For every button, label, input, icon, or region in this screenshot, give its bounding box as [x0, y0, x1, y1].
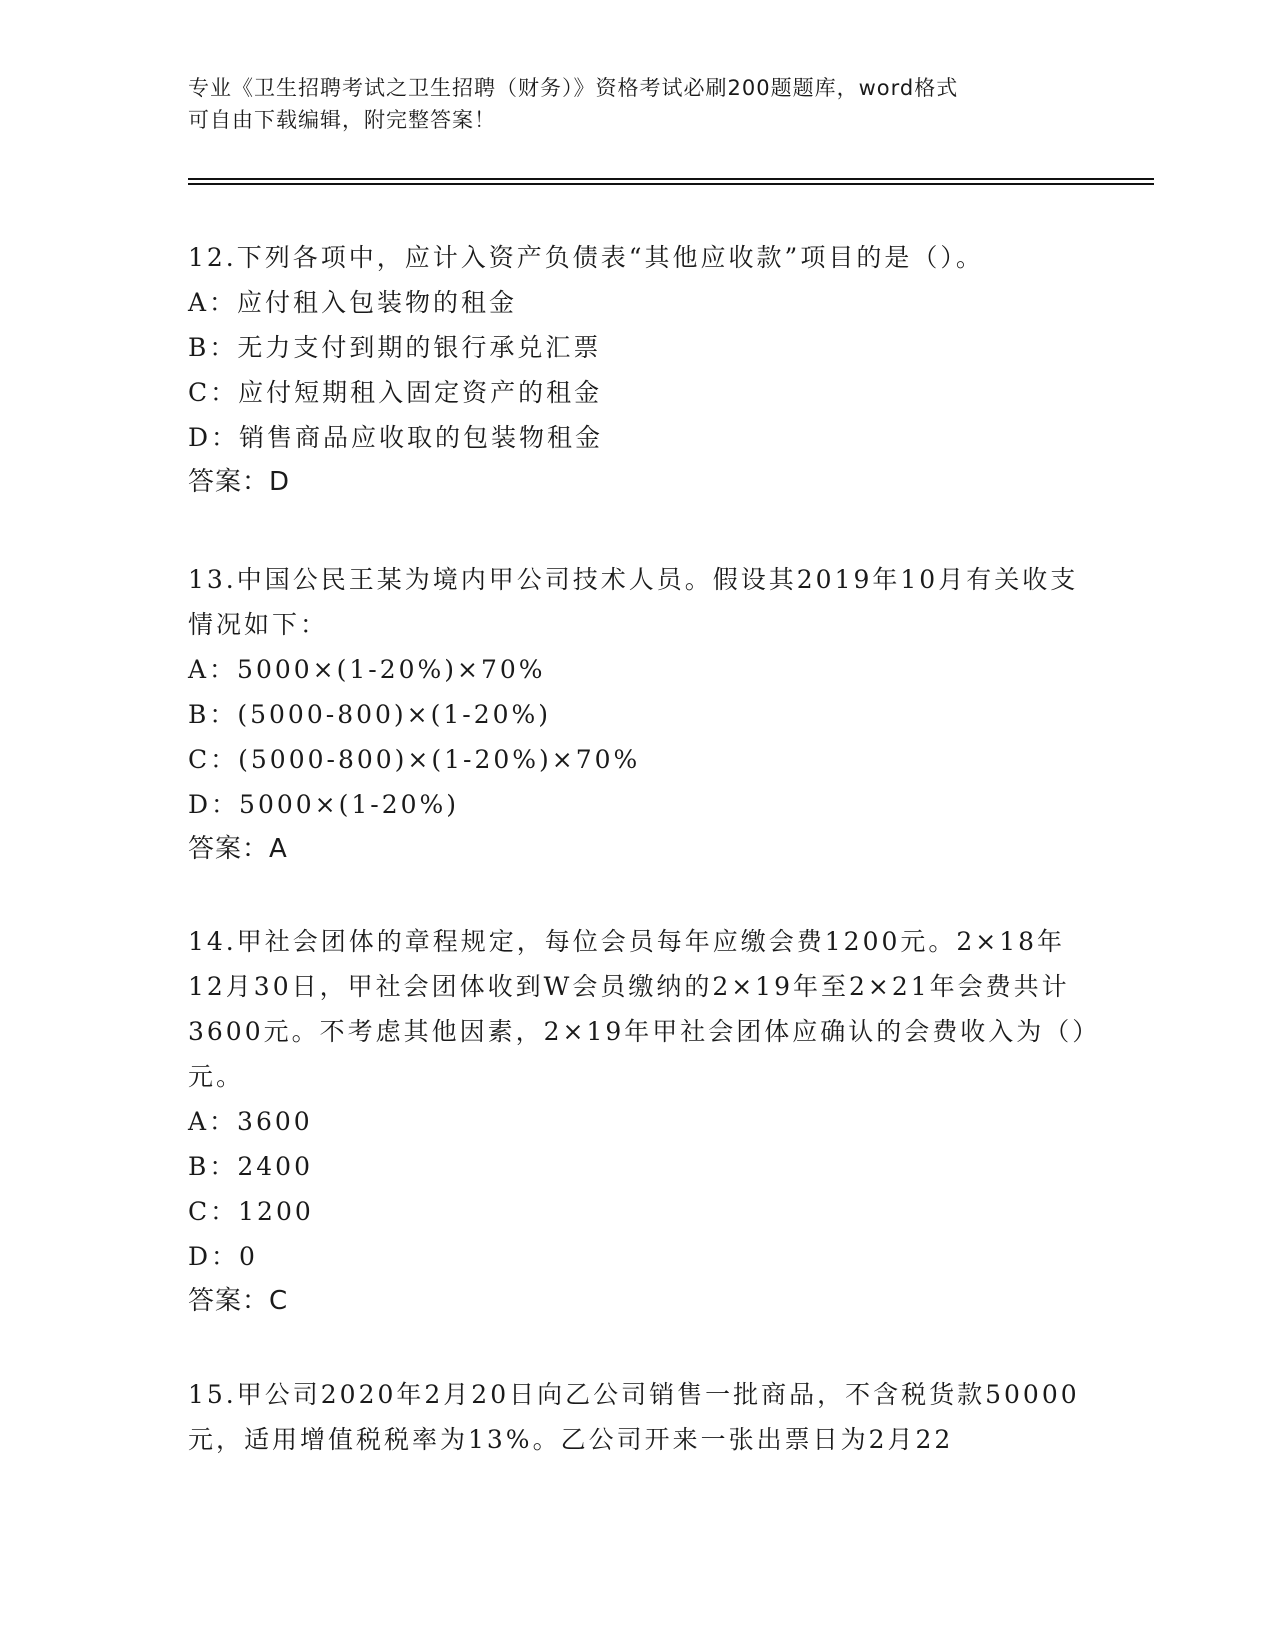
option-d: D：销售商品应收取的包装物租金 [188, 423, 604, 452]
question-14 [188, 919, 1088, 1324]
option-d: D：5000×(1-20%) [188, 790, 460, 819]
question-12 [188, 235, 1088, 505]
question-13 [188, 557, 1088, 872]
option-d: D：0 [188, 1242, 258, 1271]
option-a: A：5000×(1-20%)×70% [188, 655, 546, 684]
option-c: C：1200 [188, 1197, 314, 1226]
option-c: C：应付短期租入固定资产的租金 [188, 378, 603, 407]
option-a: A：3600 [188, 1107, 313, 1136]
question-text: 13.中国公民王某为境内甲公司技术人员。假设其2019年10月有关收支情况如下： [188, 565, 1079, 639]
question-15 [188, 1372, 1088, 1462]
header-line-1: 专业《卫生招聘考试之卫生招聘（财务）》资格考试必刷200题题库，word格式 [188, 76, 959, 100]
option-b: B：2400 [188, 1152, 313, 1181]
question-text: 15.甲公司2020年2月20日向乙公司销售一批商品，不含税货款50000元，适用增值税税率为13%。乙公司开来一张出票日为2月22 [188, 1380, 1080, 1454]
option-b: B：无力支付到期的银行承兑汇票 [188, 333, 602, 362]
question-text: 12.下列各项中，应计入资产负债表“其他应收款”项目的是（）。 [188, 243, 984, 272]
header-divider-bottom [188, 183, 1154, 185]
question-text: 14.甲社会团体的章程规定，每位会员每年应缴会费1200元。2×18年12月30日，甲社会团体收到W会员缴纳的2×19年至2×21年会费共计3600元。不考虑其他因素，2×19年甲社会团体应确认的会费收入为（）元。 [188, 927, 1088, 1091]
option-c: C：(5000-800)×(1-20%)×70% [188, 745, 641, 774]
option-b: B：(5000-800)×(1-20%) [188, 700, 552, 729]
option-a: A：应付租入包装物的租金 [188, 288, 518, 317]
header-divider-top [188, 178, 1154, 180]
answer-label: 答案：A [188, 834, 288, 864]
document-header [188, 72, 1088, 136]
answer-label: 答案：D [188, 467, 291, 497]
header-line-2: 可自由下载编辑，附完整答案！ [188, 108, 496, 132]
answer-label: 答案：C [188, 1286, 289, 1316]
